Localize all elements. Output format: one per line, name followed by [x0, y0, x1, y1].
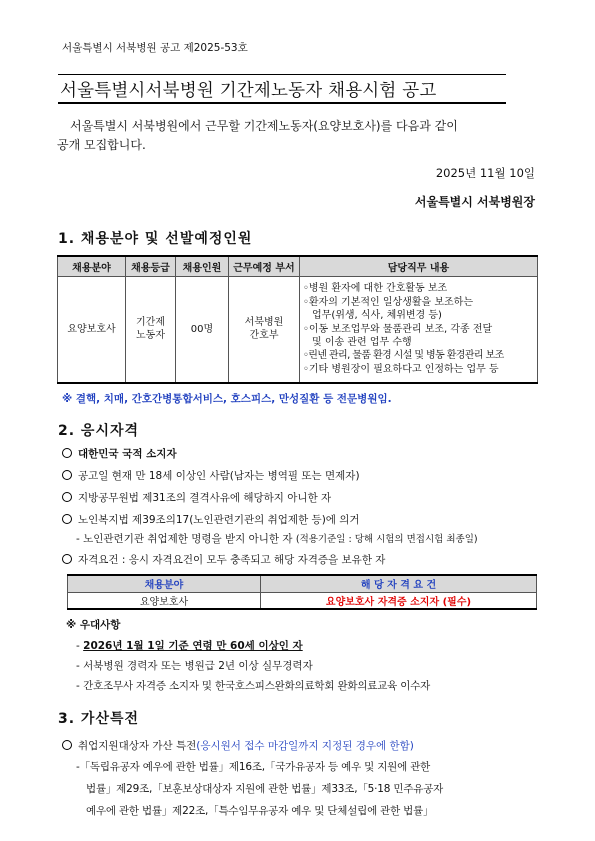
law-line: 법률」제29조,「보훈보상대상자 지원에 관한 법률」제33조,「5·18 민주유공자	[86, 783, 444, 795]
intro-line-2: 공개 모집합니다.	[57, 138, 146, 152]
req-col-field: 채용분야	[68, 575, 261, 592]
qualification-text: 자격요건 : 응시 자격요건이 모두 충족되고 해당 자격증을 보유한 자	[78, 554, 386, 566]
circle-bullet-icon	[62, 740, 72, 750]
circle-bullet-icon	[62, 554, 72, 564]
preference-title: ※ 우대사항	[66, 619, 121, 631]
dash-bullet: -	[76, 640, 84, 652]
qualification-item	[62, 512, 360, 527]
preference-text: 2026년 1월 1일 기준 연령 만 60세 이상인 자	[83, 640, 303, 652]
duty-item: ◦이동 보조업무와 물품관리 보조, 각종 전달	[303, 323, 493, 335]
circle-bullet-icon	[62, 470, 72, 480]
circle-bullet-icon	[62, 448, 72, 458]
preference-item	[76, 638, 303, 653]
law-line: -「독립유공자 예우에 관한 법률」제16조,「국가유공자 등 예우 및 지원에 관한	[76, 761, 431, 773]
col-field: 채용분야	[58, 256, 126, 276]
req-cell-field: 요양보호사	[68, 592, 261, 609]
grade-line-1: 기간제	[136, 316, 165, 328]
section-3-heading: 3. 가산특전	[58, 711, 140, 727]
dept-line-2: 간호부	[249, 330, 279, 342]
qualification-item	[62, 446, 177, 461]
duty-item: ◦기타 병원장이 필요하다고 인정하는 업무 등	[303, 363, 499, 375]
sub-item-text: - 노인관련기관 취업제한 명령을 받지 아니한 자	[76, 533, 293, 545]
cell-field: 요양보호사	[58, 276, 126, 383]
duty-item: ◦환자의 기본적인 일상생활을 보조하는	[303, 296, 473, 308]
bonus-note: (응시원서 접수 마감일까지 지정된 경우에 한함)	[196, 740, 414, 752]
sub-item-note: (적용기준일 : 당해 시험의 면접시험 최종일)	[295, 534, 478, 545]
issuer: 서울특별시 서북병원장	[414, 195, 535, 209]
duty-item: ◦린넨 관리, 물품 환경 시설 및 병동 환경관리 보조	[303, 350, 504, 362]
cell-count: 00명	[176, 276, 229, 383]
cell-dept	[229, 276, 300, 383]
preference-item	[76, 678, 430, 693]
col-count: 채용인원	[176, 256, 229, 276]
notice-number: 서울특별시 서북병원 공고 제2025-53호	[62, 42, 248, 54]
req-cell-requirement: 요양보호사 자격증 소지자 (필수)	[261, 592, 537, 609]
bonus-text: 취업지원대상자 가산 특전	[78, 740, 197, 752]
duty-item: 업무(위생, 식사, 체위변경 등)	[312, 310, 442, 322]
circle-bullet-icon	[62, 492, 72, 502]
col-duties: 담당직무 내용	[300, 256, 538, 276]
qualification-text: 대한민국 국적 소지자	[78, 448, 177, 460]
qualification-item	[62, 552, 385, 567]
specialty-note: ※ 결핵, 치매, 간호간병통합서비스, 호스피스, 만성질환 등 전문병원임.	[62, 393, 392, 405]
qualification-text: 공고일 현재 만 18세 이상인 사람(남자는 병역필 또는 면제자)	[78, 470, 360, 482]
table-row	[68, 592, 537, 609]
dash-bullet: -	[76, 660, 84, 672]
dept-line-1: 서북병원	[244, 316, 284, 328]
col-grade: 채용등급	[126, 256, 176, 276]
grade-line-2: 노동자	[136, 330, 165, 342]
notice-date: 2025년 11월 10일	[435, 166, 535, 180]
law-line: 예우에 관한 법률」제22조,「특수임무유공자 예우 및 단체설립에 관한 법률」	[86, 805, 434, 817]
section-2-heading: 2. 응시자격	[58, 423, 140, 439]
intro-line-1: 서울특별시 서북병원에서 근무할 기간제노동자(요양보호사)를 다음과 같이	[70, 119, 458, 133]
qualification-text: 노인복지법 제39조의17(노인관련기관의 취업제한 등)에 의거	[78, 514, 360, 526]
qualification-item	[62, 468, 360, 483]
col-dept: 근무예정 부서	[229, 256, 300, 276]
qualification-item	[62, 490, 331, 505]
requirement-table	[67, 574, 537, 610]
circle-bullet-icon	[62, 514, 72, 524]
cell-grade	[126, 276, 176, 383]
page-title: 서울특별시서북병원 기간제노동자 채용시험 공고	[60, 81, 437, 101]
duty-item: ◦병원 환자에 대한 간호활동 보조	[303, 283, 448, 295]
table-row	[58, 276, 538, 383]
preference-text: 간호조무사 자격증 소지자 및 한국호스피스완화의료학회 완화의료교육 이수자	[83, 680, 431, 692]
section-1-heading: 1. 채용분야 및 선발예정인원	[58, 231, 253, 247]
cell-duties	[300, 276, 538, 383]
qualification-sub-item	[76, 531, 478, 546]
recruitment-table	[57, 255, 538, 384]
preference-text: 서북병원 경력자 또는 병원급 2년 이상 실무경력자	[83, 660, 313, 672]
bonus-item	[62, 738, 414, 753]
qualification-text: 지방공무원법 제31조의 결격사유에 해당하지 아니한 자	[78, 492, 332, 504]
preference-item	[76, 658, 313, 673]
duty-item: 및 이송 관련 업무 수행	[312, 336, 412, 348]
req-col-requirement: 해 당 자 격 요 건	[261, 575, 537, 592]
dash-bullet: -	[76, 680, 84, 692]
